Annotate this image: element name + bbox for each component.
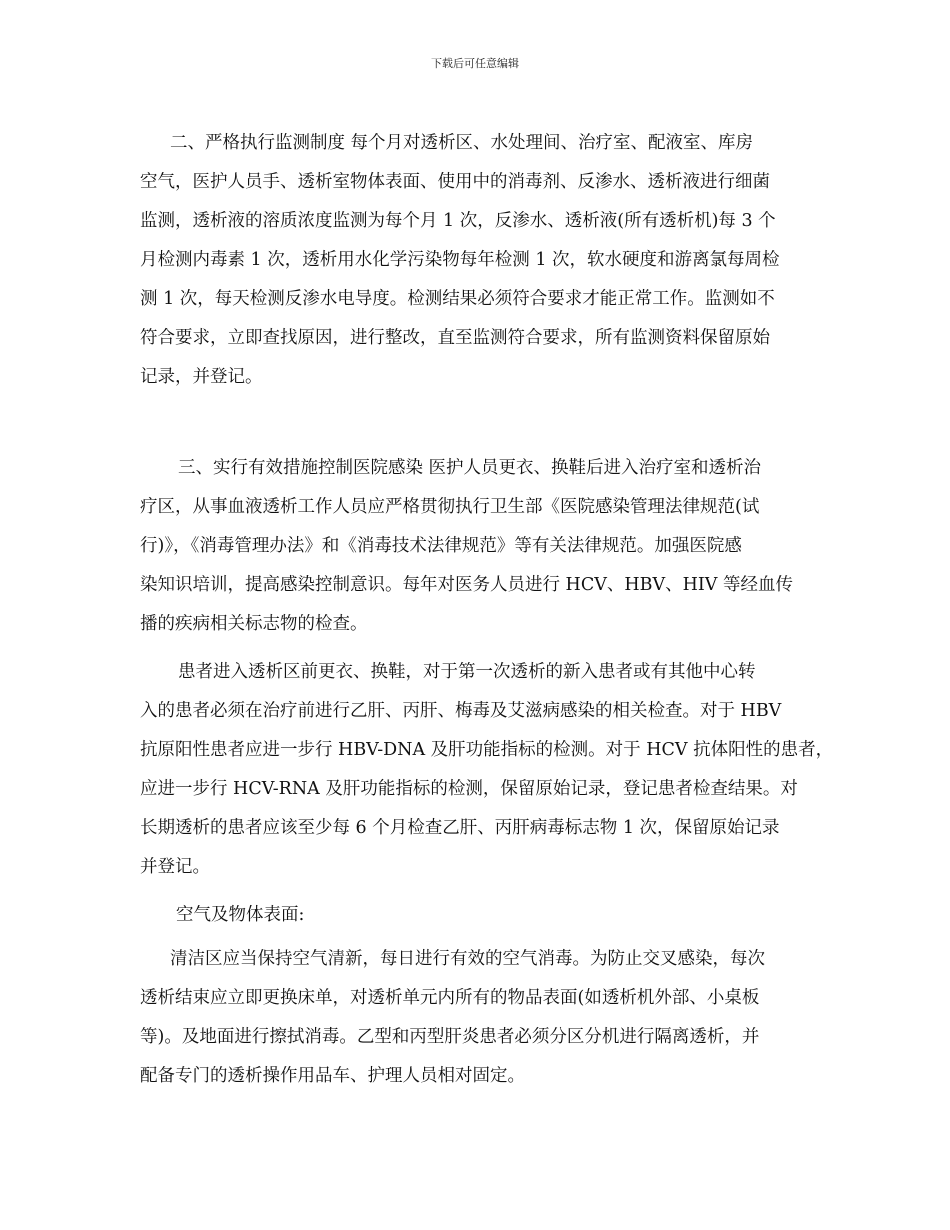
text-line: 播的疾病相关标志物的检查。: [140, 614, 368, 634]
text-line: 月检测内毒素 1 次，透析用水化学污染物每年检测 1 次，软水硬度和游离氯每周检: [140, 250, 780, 270]
text-line: 抗原阳性患者应进一步行 HBV-DNA 及肝功能指标的检测。对于 HCV 抗体阳性的患者，: [140, 740, 834, 760]
text-line: 测 1 次，每天检测反渗水电导度。检测结果必须符合要求才能正常工作。监测如不: [140, 289, 775, 309]
text-line: 透析结束应立即更换床单，对透析单元内所有的物品表面(如透析机外部、小桌板: [140, 988, 760, 1008]
section-heading: 空气及物体表面:: [176, 905, 305, 925]
text-line: 应进一步行 HCV-RNA 及肝功能指标的检测，保留原始记录，登记患者检查结果。对: [140, 779, 798, 799]
page-header: 下载后可任意编辑: [431, 57, 519, 70]
text-line: 三、实行有效措施控制医院感染 医护人员更衣、换鞋后进入治疗室和透析治: [178, 458, 762, 478]
text-line: 患者进入透析区前更衣、换鞋，对于第一次透析的新入患者或有其他中心转: [178, 662, 756, 682]
text-line: 染知识培训，提高感染控制意识。每年对医务人员进行 HCV、HBV、HIV 等经血传: [140, 575, 793, 595]
text-line: 并登记。: [140, 857, 210, 877]
text-line: 清洁区应当保持空气清新，每日进行有效的空气消毒。为防止交叉感染，每次: [170, 949, 765, 969]
text-line: 空气，医护人员手、透析室物体表面、使用中的消毒剂、反渗水、透析液进行细菌: [140, 172, 770, 192]
text-line: 等)。及地面进行擦拭消毒。乙型和丙型肝炎患者必须分区分机进行隔离透析，并: [140, 1027, 760, 1047]
text-line: 疗区，从事血液透析工作人员应严格贯彻执行卫生部《医院感染管理法律规范(试: [140, 497, 760, 517]
text-line: 记录，并登记。: [140, 367, 263, 387]
text-line: 行)》，《消毒管理办法》和《消毒技术法律规范》等有关法律规范。加强医院感: [140, 536, 742, 556]
text-line: 二、严格执行监测制度 每个月对透析区、水处理间、治疗室、配液室、库房: [170, 133, 754, 153]
text-line: 配备专门的透析操作用品车、护理人员相对固定。: [140, 1066, 525, 1086]
text-line: 长期透析的患者应该至少每 6 个月检查乙肝、丙肝病毒标志物 1 次，保留原始记录: [140, 818, 780, 838]
text-line: 符合要求，立即查找原因，进行整改，直至监测符合要求，所有监测资料保留原始: [140, 328, 770, 348]
text-line: 入的患者必须在治疗前进行乙肝、丙肝、梅毒及艾滋病感染的相关检查。对于 HBV: [140, 701, 782, 721]
text-line: 监测，透析液的溶质浓度监测为每个月 1 次，反渗水、透析液(所有透析机)每 3 个: [140, 211, 776, 231]
